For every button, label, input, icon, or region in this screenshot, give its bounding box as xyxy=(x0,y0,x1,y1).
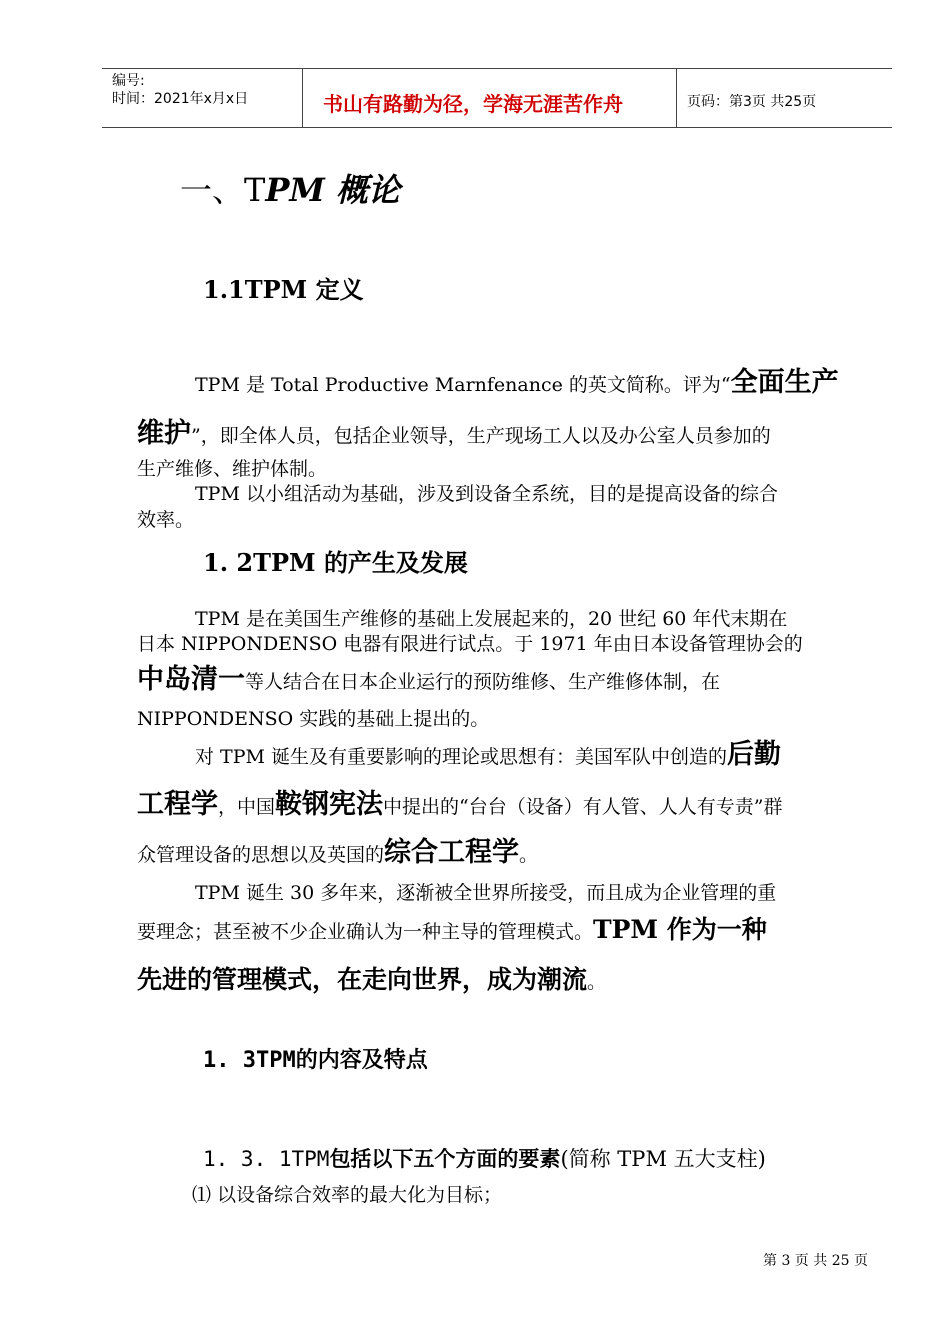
paragraph-line xyxy=(137,915,767,944)
paragraph-line: TPM 以小组活动为基础，涉及到设备全系统，目的是提高设备的综合 xyxy=(195,483,778,505)
text-span: ”，即全体人员，包括企业领导，生产现场工人以及办公室人员参加的 xyxy=(191,425,771,447)
paragraph-line xyxy=(137,664,721,695)
section-title-emphasis: PM 概论 xyxy=(265,171,400,209)
text-span: “ xyxy=(720,374,731,396)
text-span: 。 xyxy=(519,844,539,866)
header-divider xyxy=(302,69,303,127)
paragraph-line xyxy=(137,418,771,449)
text-span: 众管理设备的思想以及英国的 xyxy=(137,844,385,866)
emphasis-text: 包括以下五个方面的要素 xyxy=(329,1147,561,1171)
emphasis-text: 综合工程学 xyxy=(384,837,520,868)
list-item: ⑴ 以设备综合效率的最大化为目标； xyxy=(192,1184,503,1206)
paragraph-line xyxy=(137,965,607,994)
text-span: 要理念；甚至被不少企业确认为一种主导的管理模式。 xyxy=(137,921,594,943)
header-date: 时间：2021年x月x日 xyxy=(112,91,249,107)
emphasis-text: 鞍钢宪法 xyxy=(275,789,384,820)
paragraph-line: TPM 是在美国生产维修的基础上发展起来的，20 世纪 60 年代末期在 xyxy=(195,608,788,630)
emphasis-text: 工程学 xyxy=(137,789,218,820)
emphasis-text: 维护 xyxy=(137,418,191,449)
text-span: 等人结合在日本企业运行的预防维修、生产维修体制，在 xyxy=(245,671,721,693)
paragraph-line xyxy=(195,367,839,398)
emphasis-text: 全面生产 xyxy=(730,367,839,398)
subheading-1-3-1 xyxy=(203,1143,766,1173)
heading-1-3: 1. 3TPM的内容及特点 xyxy=(203,1048,428,1073)
text-span: 对 TPM 诞生及有重要影响的理论或思想有：美国军队中创造的 xyxy=(195,746,727,768)
paragraph-line xyxy=(137,789,783,820)
paragraph-line: TPM 诞生 30 多年来，逐渐被全世界所接受，而且成为企业管理的重 xyxy=(195,882,777,904)
text-span: 1. 3. 1TPM xyxy=(203,1147,330,1171)
page-footer: 第 3 页 共 25 页 xyxy=(763,1253,868,1269)
paragraph-line: 日本 NIPPONDENSO 电器有限进行试点。于 1971 年由日本设备管理协会的 xyxy=(137,633,803,655)
paragraph-line: 生产维修、维护体制。 xyxy=(137,458,328,480)
section-title xyxy=(180,165,400,211)
section-title-prefix: 一、T xyxy=(180,171,266,209)
paragraph-line xyxy=(137,837,539,868)
emphasis-text: TPM 作为一种 xyxy=(593,915,767,944)
emphasis-text: 后勤 xyxy=(727,739,781,770)
text-span: ，中国 xyxy=(218,796,276,818)
text-span: 。 xyxy=(587,971,607,993)
paragraph-line xyxy=(195,739,781,770)
text-span: (简称 TPM 五大支柱) xyxy=(560,1147,766,1171)
paragraph-line: NIPPONDENSO 实践的基础上提出的。 xyxy=(137,708,490,730)
text-span: 中提出的“台台（设备）有人管、人人有专责”群 xyxy=(383,796,783,818)
emphasis-text: 先进的管理模式，在走向世界，成为潮流 xyxy=(137,965,588,994)
header-motto: 书山有路勤为径，学海无涯苦作舟 xyxy=(323,92,623,116)
heading-1-2: 1. 2TPM 的产生及发展 xyxy=(203,548,468,577)
header-number-label: 编号: xyxy=(112,73,145,89)
header-divider xyxy=(676,69,677,127)
paragraph-line: 效率。 xyxy=(137,509,195,531)
header-page-info: 页码：第3页 共25页 xyxy=(687,94,817,110)
heading-1-1: 1.1TPM 定义 xyxy=(203,275,364,304)
text-span: TPM 是 Total Productive Marnfenance 的英文简称。评为 xyxy=(195,374,721,396)
emphasis-text: 中岛清一 xyxy=(137,664,245,695)
